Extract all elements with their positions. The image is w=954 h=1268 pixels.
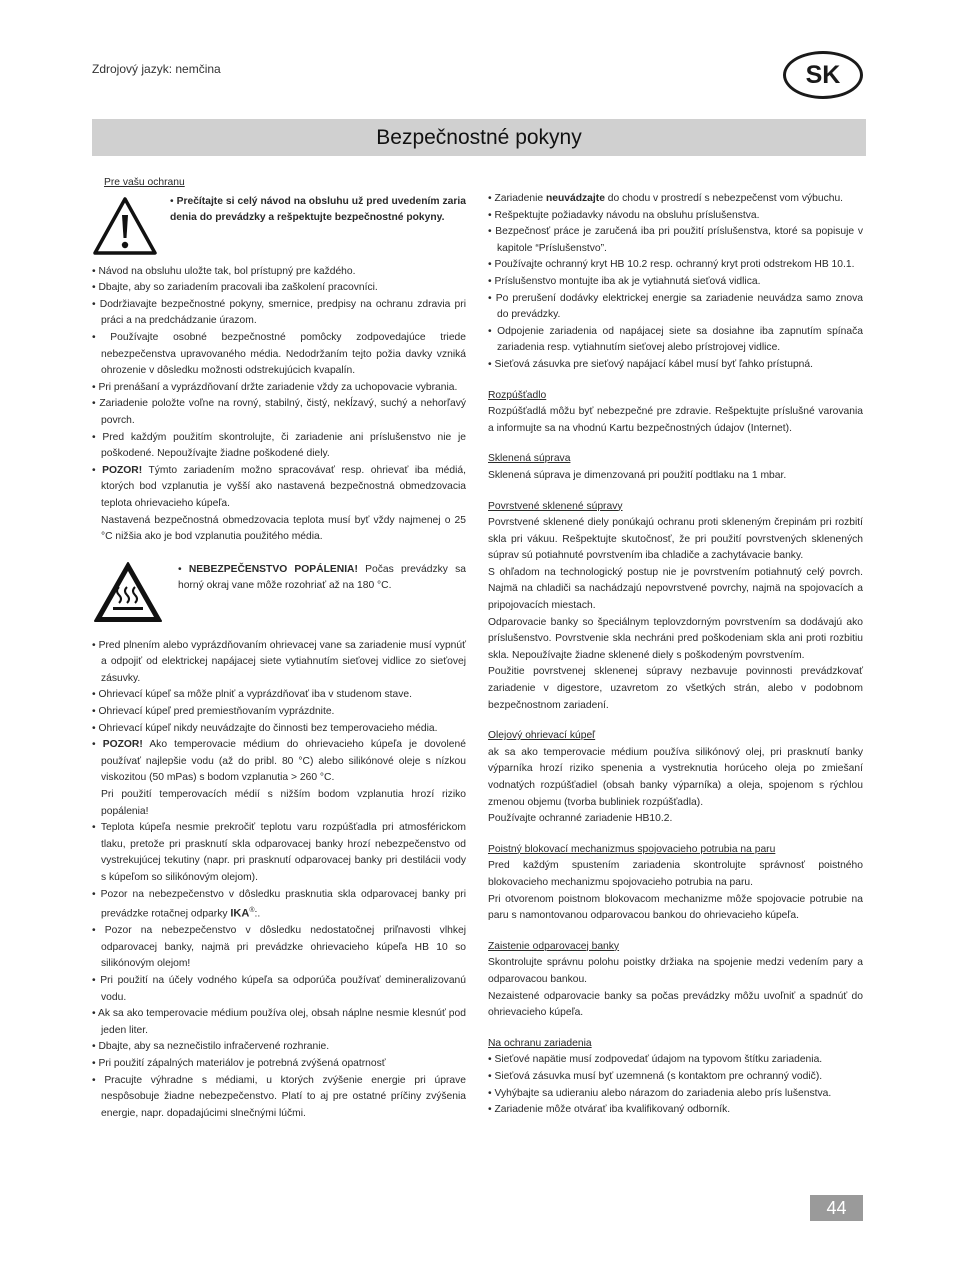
burn-label: NEBEZPEČENSTVO POPÁLENIA!	[188, 563, 358, 575]
oil-paragraph: Používajte ochranné zariadenie HB10.2.	[488, 813, 673, 825]
explosion-post: do chodu v prostredí s nebezpečenst vom výbuchu.	[604, 193, 844, 204]
list-item: • Zariadenie môže otvárať iba kvalifikovaný odborník.	[488, 1104, 731, 1116]
pozor-text: Týmto zariadením možno spracovávať resp. ohrievať iba médiá, ktorých bod vzplanutia je vyšší ako nastavená bezpečnostná obmedzovacia teplota ohrievacieho kúpeľa.	[101, 464, 466, 509]
list-item: • Používajte osobné bezpečnostné pomôcky zodpovedajúce triede nebezpečenstva upravovaného média. Nedodržaním tejto požia davky vzniká ohrozenie v dôsledku možnosti odstrekujúcich kvapalín.	[92, 331, 466, 377]
list-item: • Pri použití na účely vodného kúpeľa sa odporúča používať demineralizovanú vodu.	[92, 974, 466, 1003]
list-item: • Dodržiavajte bezpečnostné pokyny, smernice, predpisy na ochranu zdravia pri práci a na predchádzanie úrazom.	[92, 298, 466, 327]
solvent-text: Rozpúšťadlá môžu byť nebezpečné pre zdravie. Rešpektujte príslušné varovania a informujte sa na vhodnú Kartu bezpečnostných údajov (Internet).	[488, 406, 863, 434]
bullet: •	[170, 195, 174, 207]
list-item: • Dbajte, aby so zariadením pracovali iba zaškolení pracovníci.	[92, 282, 378, 294]
list-item: • Sieťová zásuvka musí byť uzemnená (s kontaktom pre ochranný vodič).	[488, 1070, 823, 1082]
flask-heading: Zaistenie odparovacej banky	[488, 940, 620, 952]
list-item: • Pri prenášaní a vyprázdňovaní držte zariadenie vždy za uchopovacie vybrania.	[92, 381, 458, 393]
coated-paragraph: Povrstvené sklenené diely ponúkajú ochranu proti skleneným črepinám pri rozbití skla pri vákuu. Rešpektujte skutočnosť, že pri použití povrstvených sklenených súprav sú potiahnuté povrstvením iba chladiče a zachytávacie banky.	[488, 517, 863, 562]
list-item: • Odpojenie zariadenia od napájacej siete sa dosiahne iba zapnutím spínača zariadenia resp. vytiahnutím sieťovej alebo prístrojovej vidlice.	[488, 325, 863, 354]
list-item: • Dbajte, aby sa neznečistilo infračervené rozhranie.	[92, 1041, 330, 1053]
list-item: • Sieťová zásuvka pre sieťový napájací kábel musí byť ľahko prístupná.	[488, 358, 813, 370]
left-column	[92, 175, 466, 1122]
list-item: • Rešpektujte požiadavky návodu na obsluhu príslušenstva.	[488, 209, 760, 221]
explosion-item	[488, 191, 863, 208]
safety-list-b	[92, 638, 466, 1123]
list-item: • Pri použití zápalných materiálov je potrebná zvýšená opatrnosť	[92, 1057, 386, 1069]
list-item: • Ak sa ako temperovacie médium používa olej, obsah náplne nesmie klesnúť pod jeden liter.	[92, 1008, 466, 1036]
pozor-label: POZOR!	[102, 464, 143, 476]
pozor-text-2: Pri použití temperovacích médií s nižším bodom vzplanutia hrozí riziko popálenia!	[101, 789, 466, 817]
solvent-heading: Rozpúšťadlo	[488, 389, 547, 401]
device-heading: Na ochranu zariadenia	[488, 1037, 592, 1049]
list-item: • Po prerušení dodávky elektrickej energie sa zariadenie neuvádza samo znova do prevádzky.	[488, 292, 863, 321]
list-item: • Sieťové napätie musí zodpovedať údajom na typovom štítku zariadenia.	[488, 1054, 823, 1066]
warning-triangle-icon	[92, 196, 158, 256]
title-bar	[92, 119, 866, 156]
list-item: • Používajte ochranný kryt HB 10.2 resp. ochranný kryt proti odstrekom HB 10.1.	[488, 259, 855, 271]
explosion-bold: neuvádzajte	[545, 193, 605, 204]
source-language: Zdrojový jazyk: nemčina	[92, 62, 221, 76]
ika-tail: :.	[254, 908, 261, 920]
read-instructions-text: Prečítajte si celý návod na obsluhu už pred uvedením zaria denia do prevádzky a rešpektujte bezpečnostné pokyny.	[170, 195, 466, 224]
pozor-item: • POZOR! Týmto zariadením možno spracovávať resp. ohrievať iba médiá, ktorých bod vzplanutia je vyšší ako nastavená bezpečnostná obmedzovacia teplota ohrievacieho kúpeľa.	[92, 464, 466, 509]
registered-mark: ®	[249, 907, 255, 915]
list-item: • Príslušenstvo montujte iba ak je vytiahnutá sieťová vidlica.	[488, 275, 761, 287]
page-number: 44	[810, 1195, 863, 1221]
burn-text: Počas prevádzky sa horný okraj vane môže rozohriať až na 180 °C.	[178, 563, 466, 592]
list-item: • Návod na obsluhu uložte tak, bol prístupný pre každého.	[92, 265, 356, 277]
lock-paragraph: Pri otvorenom poistnom blokovacom mechanizme môže spojovacie potrubie na paru s namontovanou odparovacou bankou do ohrievacieho kúpeľa.	[488, 893, 863, 922]
safety-list-a	[92, 264, 466, 546]
explosion-pre: • Zariadenie	[488, 193, 546, 204]
lock-heading: Poistný blokovací mechanizmus spojovacieho potrubia na paru	[488, 843, 776, 855]
hot-surface-icon	[92, 560, 164, 624]
page-title: Bezpečnostné pokyny	[376, 125, 582, 149]
flask-paragraph: Skontrolujte správnu polohu poistky držiaka na spojenie medzi vedením pary a odparovacou bankou.	[488, 957, 863, 985]
lock-paragraph: Pred každým spustením zariadenia skontrolujte správnosť poistného blokovacieho mechanizmu spojovacieho potrubia na paru.	[488, 860, 863, 888]
list-item: • Vyhýbajte sa udieraniu alebo nárazom do zariadenia alebo prís lušenstva.	[488, 1087, 832, 1099]
ika-brand: IKA	[230, 907, 250, 920]
glass-text: Sklenená súprava je dimenzovaná pri použití podtlaku na 1 mbar.	[488, 469, 787, 481]
coated-paragraph: Odparovacie banky so špeciálnym teplovzdorným povrstvením sa dodávajú ako príslušenstvo. Povrstvenie skla nechráni pred poškodeniam skla ani proti rozbitiu skla. Nepoužívajte žiadne sklenené diely s poškodeným povrstvením.	[488, 616, 863, 661]
pozor-label: POZOR!	[102, 739, 143, 751]
list-item: • Pred každým použitím skontrolujte, či zariadenie ani príslušenstvo nie je poškodené. Nepoužívajte žiadne poškodené diely.	[92, 431, 466, 460]
list-item: • Teplota kúpeľa nesmie prekročiť teplotu varu rozpúšťadla pri atmosférickom tlaku, pretože pri prasknutí skla odparovacej banky hrozí nebezpečenstvo od vystrekujúcej tekutiny (napr. pri prasknutí odparovacej banky pri destilácii vody s kúpeľom so silikónovým olejom).	[92, 822, 466, 883]
burn-warning-block	[92, 560, 466, 624]
list-item: • Ohrievací kúpeľ sa môže plniť a vyprázdňovať iba v studenom stave.	[92, 689, 412, 701]
coated-heading: Povrstvené sklenené súpravy	[488, 500, 623, 512]
pozor-text-2: Nastavená bezpečnostná obmedzovacia teplota musí byť vždy najmenej o 25 °C nižšia ako je bod vzplanutia použitého média.	[101, 514, 466, 543]
list-item	[92, 887, 466, 924]
read-instructions	[170, 194, 466, 227]
read-instructions-block	[92, 194, 466, 256]
ika-item-text: • Pozor na nebezpečenstvo v dôsledku prasknutia skla odparovacej banky pri prevádzke rotačnej odparky	[92, 888, 466, 920]
list-item: • Pozor na nebezpečenstvo v dôsledku nedostatočnej priľnavosti vlhkej odparovacej banky, najmä pri prevádzke ohrievacieho kúpeľa HB 10 so silikónovým olejom!	[92, 925, 466, 970]
list-item: • Pred plnením alebo vyprázdňovaním ohrievacej vane sa zariadenie musí vypnúť a odpojiť od elektrickej napájacej siete vytiahnutím sieťovej vidlice zo sieťovej zásuvky.	[92, 639, 466, 684]
glass-heading: Sklenená súprava	[488, 453, 571, 465]
oil-paragraph: ak sa ako temperovacie médium používa silikónový olej, pri prasknutí banky výparníka hrozí riziko spenenia a vystreknutia horúceho oleja po zmiešaní vodnatých rozpúšťadiel (obsah banky výparníka) a oleja, spojenom s rýchlou zmenou objemu (tvorba bubliniek rozpúšťadla).	[488, 746, 863, 808]
coated-paragraph: Použitie povrstvenej sklenenej súpravy nezbavuje povinnosti prevádzkovať zariadenie v digestore, uzavretom zo všetkých strán, alebo v podobnom bezpečnostnom zariadení.	[488, 666, 863, 711]
right-column	[488, 191, 863, 1119]
list-item: • Ohrievací kúpeľ nikdy neuvádzajte do činnosti bez temperovacieho média.	[92, 722, 438, 734]
list-item: • Ohrievací kúpeľ pred premiestňovaním vyprázdnite.	[92, 706, 335, 718]
pozor-item: • POZOR! Ako temperovacie médium do ohrievacieho kúpeľa je dovolené používať najlepšie vodu (až do pribl. 80 °C) alebo silikónové oleje s nízkou viskozitou (50 mPas) s bodom vzplanutia > 260 °C.	[92, 739, 466, 784]
oil-heading: Olejový ohrievací kúpeľ	[488, 730, 596, 742]
protection-heading: Pre vašu ochranu	[104, 177, 185, 188]
list-item: • Bezpečnosť práce je zaručená iba pri použití príslušenstva, ktoré sa popisuje v kapitole “Príslušenstvo”.	[488, 226, 863, 254]
list-item: • Zariadenie položte voľne na rovný, stabilný, čistý, nekĺzavý, suchý a nehorľavý povrch.	[92, 398, 466, 426]
language-badge: SK	[783, 51, 863, 99]
burn-warning: • NEBEZPEČENSTVO POPÁLENIA! Počas prevádzky sa horný okraj vane môže rozohriať až na 180 °C.	[178, 563, 466, 592]
pozor-text: Ako temperovacie médium do ohrievacieho kúpeľa je dovolené používať najlepšie vodu (až do pribl. 80 °C) alebo silikónové oleje s nízkou viskozitou (50 mPas) s bodom vzplanutia > 260 °C.	[101, 739, 466, 784]
flask-paragraph: Nezaistené odparovacie banky sa počas prevádzky môžu uvoľniť a spadnúť do ohrievacieho kúpeľa.	[488, 990, 863, 1019]
coated-paragraph: S ohľadom na technologický postup nie je povrstvením potiahnutý celý povrch. Najmä na chladiči sa nachádzajú nepovrstvené povrchy, najmä na spojovacích a pripojovacích miestach.	[488, 566, 863, 612]
list-item: • Pracujte výhradne s médiami, u ktorých zvýšenie energie pri úprave nespôsobuje žiadne nebezpečenstvo. Platí to aj pre ostatné príčiny zvýšenia energie, napr. dopadajúcimi slnečnými lúčmi.	[92, 1074, 466, 1119]
